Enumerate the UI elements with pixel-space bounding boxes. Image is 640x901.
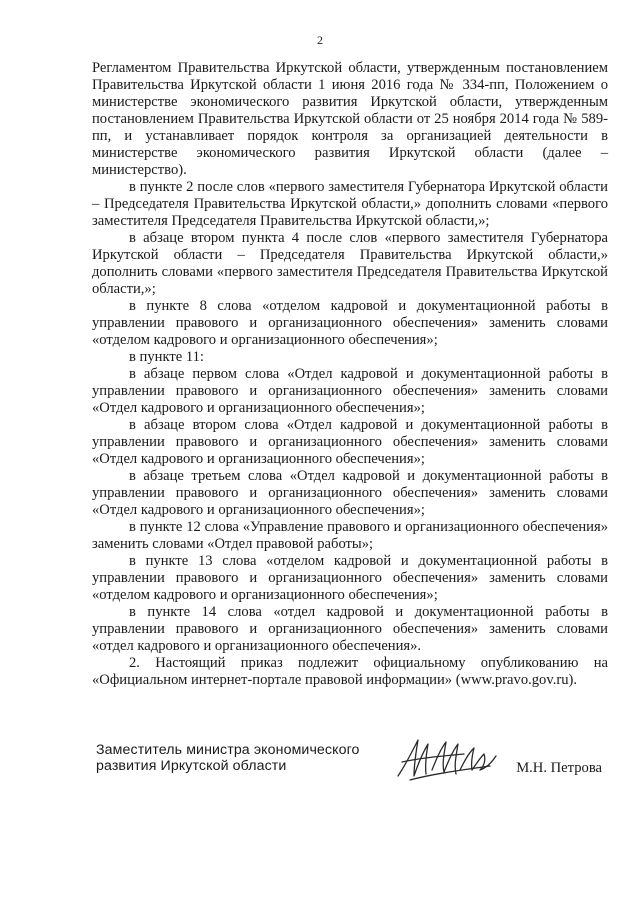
paragraph: в пункте 14 слова «отдел кадровой и документационной работы в управлении правового и организационного обеспечения» заменить словами «отдел кадрового и организационного обеспечения». <box>92 604 608 654</box>
paragraph: в абзаце втором слова «Отдел кадровой и документационной работы в управлении правового и организационного обеспечения» заменить словами «Отдел кадрового и организационного обеспечения»; <box>92 417 608 467</box>
signatory-name: М.Н. Петрова <box>516 760 602 776</box>
paragraph: в абзаце третьем слова «Отдел кадровой и документационной работы в управлении правового и организационного обеспечения» заменить словами «Отдел кадрового и организационного обеспечения»; <box>92 468 608 518</box>
paragraph: в пункте 11: <box>129 349 204 365</box>
paragraph: в пункте 2 после слов «первого заместителя Губернатора Иркутской области – Председателя Правительства Иркутской области,» дополнить словами «первого заместителя Председателя Правительства Иркутской области,»; <box>92 179 608 229</box>
page-number: 2 <box>317 33 323 47</box>
signatory-position-line: Заместитель министра экономического <box>96 742 360 758</box>
signatory-position <box>96 742 360 774</box>
paragraph: Регламентом Правительства Иркутской области, утвержденным постановлением Правительства Иркутской области 1 июня 2016 года № 334-пп, Положением о министерстве экономического развития Иркутской области, утвержденным постановлением Правительства Иркутской области от 25 ноября 2014 года № 589-пп, и устанавливает порядок контроля за организацией деятельности в министерстве экономического развития Иркутской области (далее – министерство). <box>92 60 608 178</box>
signature-block <box>92 742 608 782</box>
handwritten-signature <box>392 734 502 784</box>
signatory-position-line: развития Иркутской области <box>96 758 287 774</box>
paragraph: в пункте 12 слова «Управление правового и организационного обеспечения» заменить словами «Отдел правовой работы»; <box>92 519 608 552</box>
paragraph: в пункте 13 слова «отделом кадровой и документационной работы в управлении правового и организационного обеспечения» заменить словами «отделом кадрового и организационного обеспечения»; <box>92 553 608 603</box>
document-body <box>92 60 608 689</box>
paragraph: в абзаце первом слова «Отдел кадровой и документационной работы в управлении правового и организационного обеспечения» заменить словами «Отдел кадрового и организационного обеспечения»; <box>92 366 608 416</box>
paragraph: в пункте 8 слова «отделом кадровой и документационной работы в управлении правового и организационного обеспечения» заменить словами «отделом кадрового и организационного обеспечения»; <box>92 298 608 348</box>
paragraph: в абзаце втором пункта 4 после слов «первого заместителя Губернатора Иркутской области – Председателя Правительства Иркутской области,» дополнить словами «первого заместителя Председателя Правительства Иркутской области,»; <box>92 230 608 297</box>
paragraph: 2. Настоящий приказ подлежит официальному опубликованию на «Официальном интернет-портале правовой информации» (www.pravo.gov.ru). <box>92 655 608 688</box>
